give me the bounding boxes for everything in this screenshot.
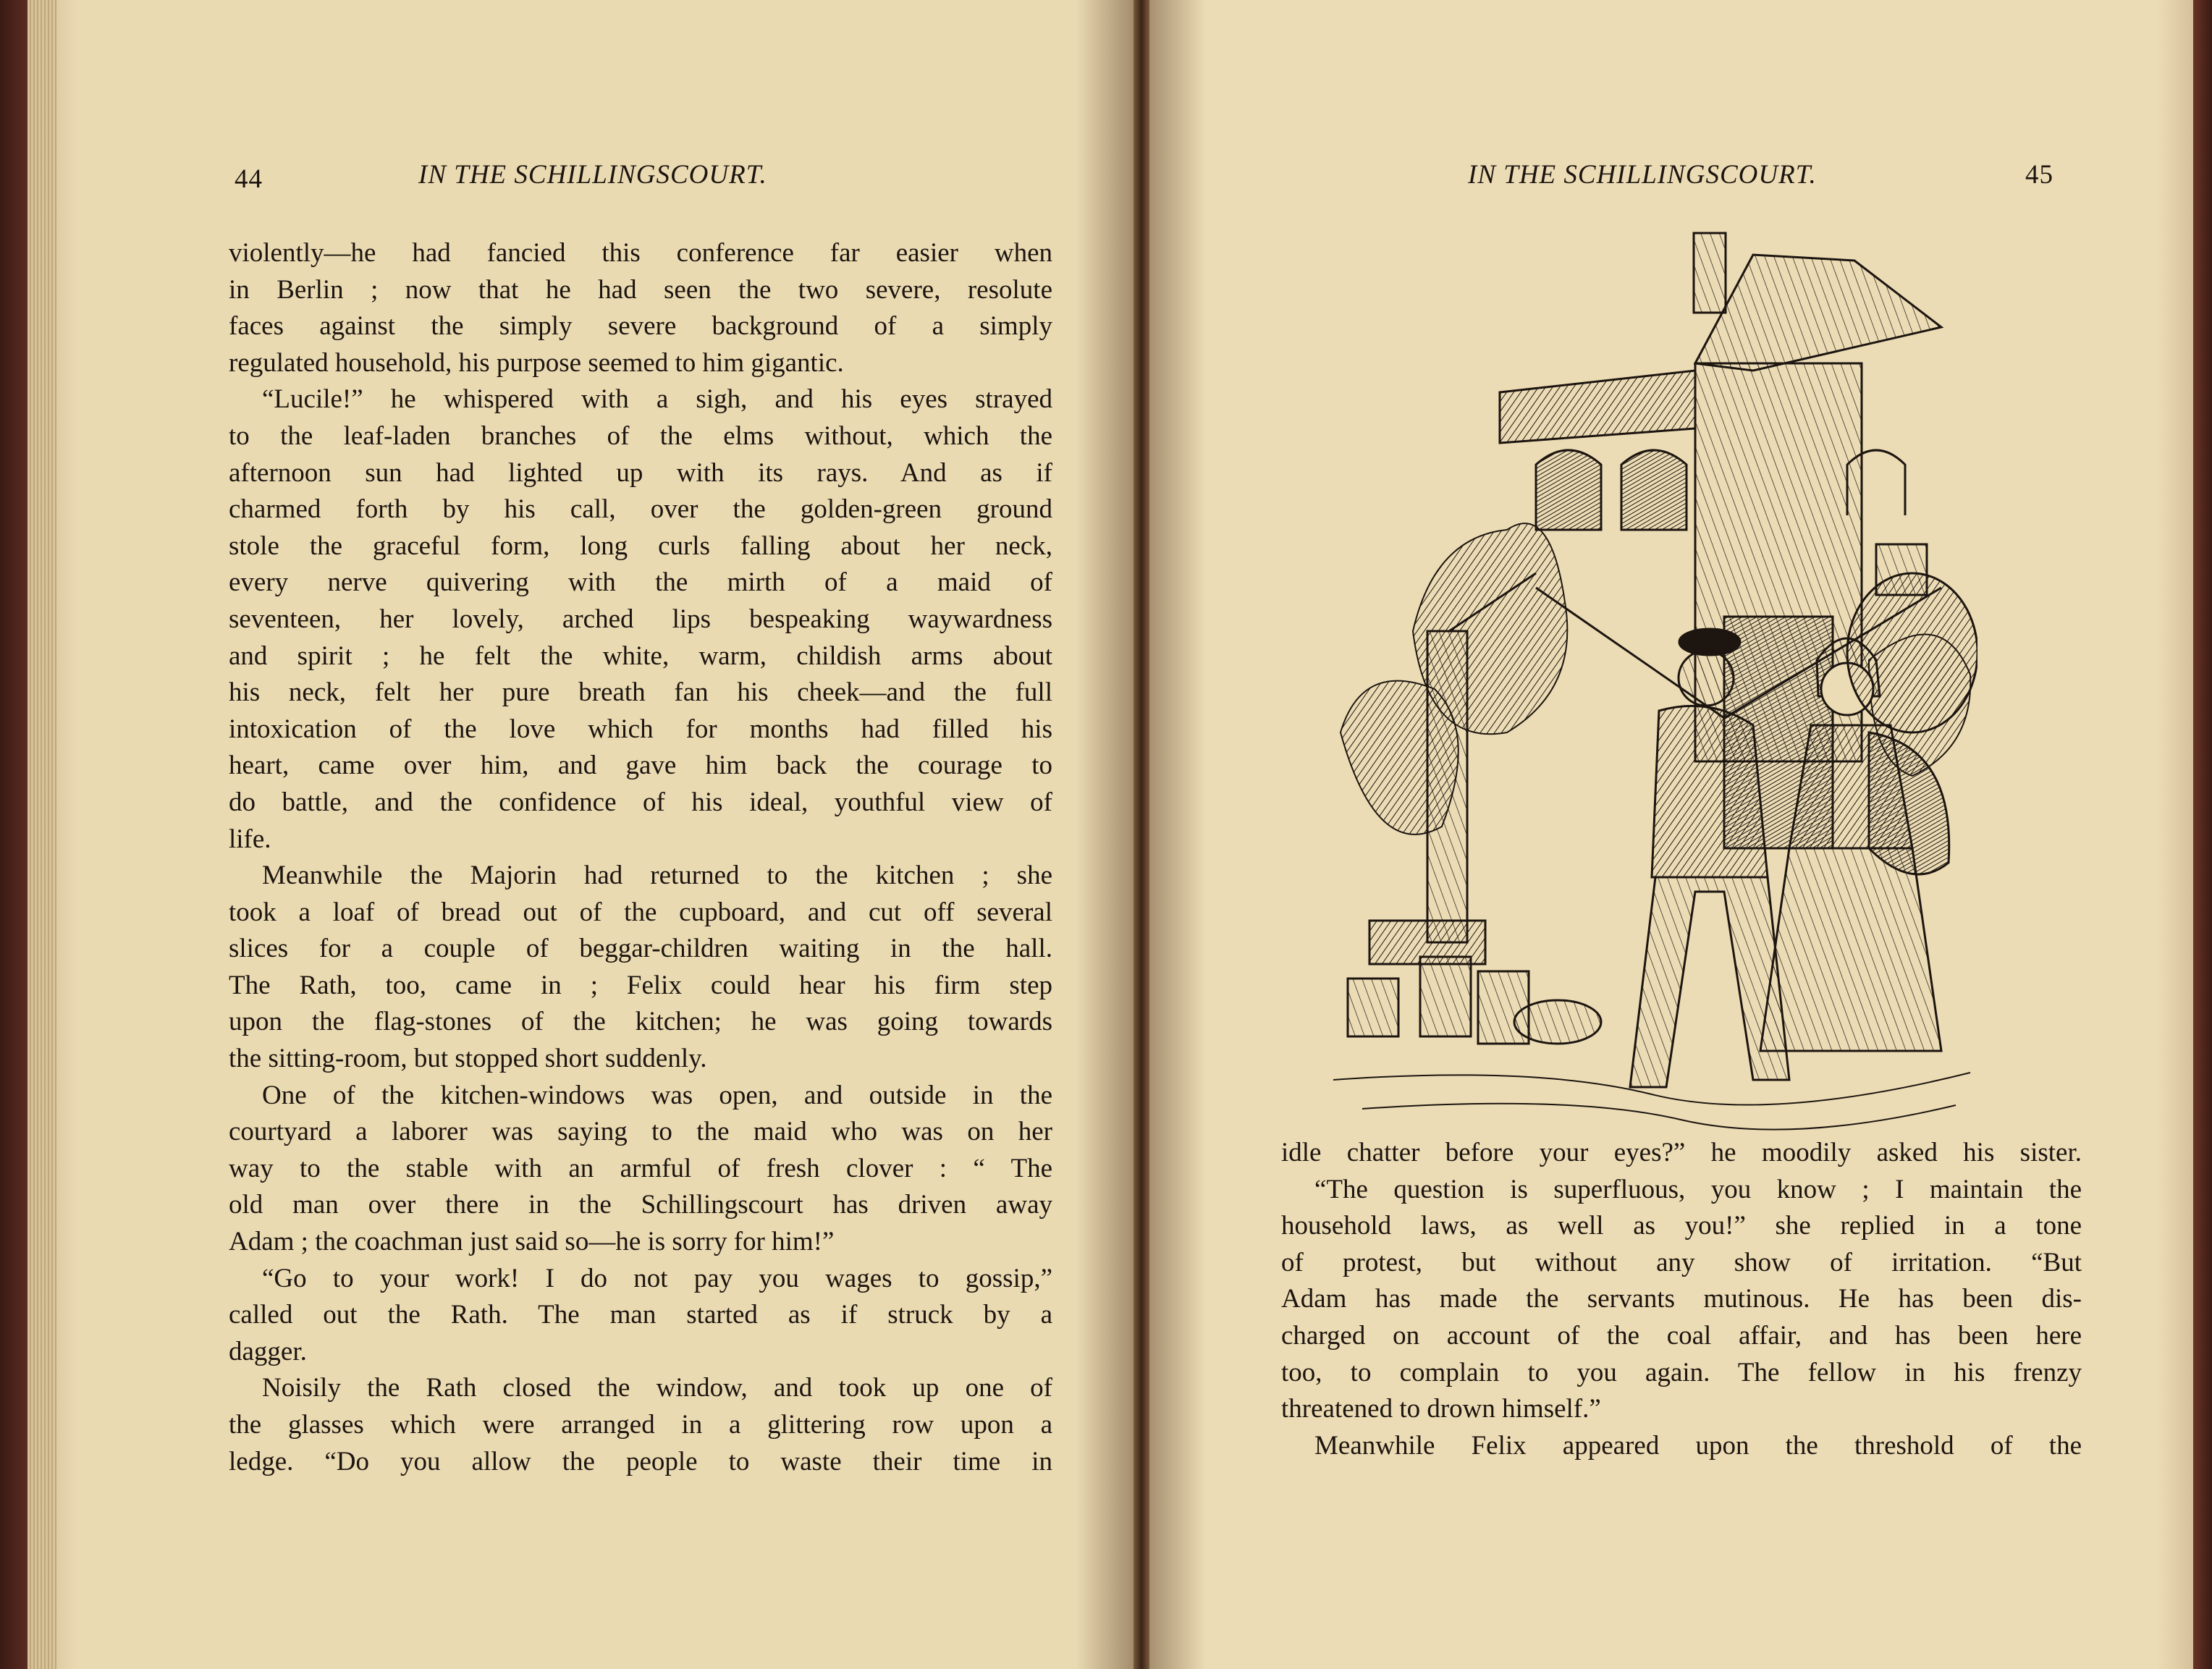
text-line: the sitting-room, but stopped short suddenly. (229, 1044, 707, 1074)
right-page-number: 45 (2025, 160, 2053, 190)
text-line: upon the flag-stones of the kitchen; he was going towards (229, 1007, 1052, 1037)
text-line: of protest, but without any show of irritation. “But (1281, 1247, 2082, 1277)
text-line: threatened to drown himself.” (1281, 1394, 1601, 1424)
text-line: afternoon sun had lighted up with its rays. And as if (229, 457, 1052, 488)
page-stack-edges (28, 0, 56, 1669)
engraving-illustration (1319, 226, 1977, 1145)
text-line: regulated household, his purpose seemed to him gigantic. (229, 347, 844, 378)
text-line: Meanwhile the Majorin had returned to the kitchen ; she (262, 861, 1052, 891)
text-line: his neck, felt her pure breath fan his cheek—and the full (229, 677, 1052, 708)
text-line: ledge. “Do you allow the people to waste their time in (229, 1446, 1052, 1476)
buckets (1348, 957, 1601, 1044)
book-cover-right-edge (2193, 0, 2212, 1669)
text-line: One of the kitchen-windows was open, and outside in the (262, 1080, 1052, 1110)
text-line: Adam has made the servants mutinous. He has been dis- (1281, 1284, 2082, 1314)
text-line: “Go to your work! I do not pay you wages to gossip,” (262, 1263, 1052, 1293)
text-line: seventeen, her lovely, arched lips bespeaking waywardness (229, 604, 1052, 634)
text-line: idle chatter before your eyes?” he moodily asked his sister. (1281, 1138, 2082, 1167)
right-page-body (1281, 1135, 2082, 1464)
text-line: too, to complain to you again. The fellow in his frenzy (1281, 1357, 2082, 1387)
text-line: dagger. (229, 1336, 307, 1366)
text-line: Adam ; the coachman just said so—he is sorry for him!” (229, 1227, 835, 1257)
text-line: Meanwhile Felix appeared upon the threshold of the (1314, 1430, 2082, 1461)
left-page-number: 44 (235, 164, 263, 194)
text-line: way to the stable with an armful of fresh clover : “ The (229, 1153, 1052, 1183)
left-page-body (229, 235, 1052, 1480)
text-line: faces against the simply severe background of a simply (229, 311, 1052, 342)
text-line: old man over there in the Schillingscourt has driven away (229, 1190, 1052, 1220)
text-line: called out the Rath. The man started as if struck by a (229, 1300, 1052, 1330)
text-line: life. (229, 824, 271, 854)
text-line: every nerve quivering with the mirth of a maid of (229, 567, 1052, 598)
text-line: household laws, as well as you!” she replied in a tone (1281, 1211, 2082, 1241)
text-line: charmed forth by his call, over the golden-green ground (229, 494, 1052, 525)
book-gutter (1134, 0, 1149, 1669)
text-line: intoxication of the love which for months had filled his (229, 714, 1052, 744)
text-line: charged on account of the coal affair, and has been here (1281, 1320, 2082, 1351)
text-line: The Rath, too, came in ; Felix could hear his firm step (229, 970, 1052, 1000)
book-cover-left-edge (0, 0, 28, 1669)
text-line: to the leaf-laden branches of the elms without, which the (229, 421, 1052, 451)
text-line: do battle, and the confidence of his ideal, youthful view of (229, 787, 1052, 817)
text-line: in Berlin ; now that he had seen the two severe, resolute (229, 274, 1052, 305)
text-line: “Lucile!” he whispered with a sigh, and his eyes strayed (262, 384, 1052, 415)
text-line: slices for a couple of beggar-children waiting in the hall. (229, 934, 1052, 964)
left-running-head: IN THE SCHILLINGSCOURT. (418, 160, 767, 190)
left-page (28, 0, 1141, 1669)
text-line: violently—he had fancied this conference far easier when (229, 238, 1052, 268)
text-line: “The question is superfluous, you know ; I maintain the (1314, 1174, 2082, 1204)
right-running-head: IN THE SCHILLINGSCOURT. (1468, 160, 1817, 190)
text-line: heart, came over him, and gave him back the courage to (229, 751, 1052, 781)
text-line: Noisily the Rath closed the window, and took up one of (262, 1373, 1052, 1403)
text-line: the glasses which were arranged in a glittering row upon a (229, 1410, 1052, 1440)
text-line: and spirit ; he felt the white, warm, childish arms about (229, 641, 1052, 671)
text-line: took a loaf of bread out of the cupboard, and cut off several (229, 897, 1052, 927)
text-line: stole the graceful form, long curls falling about her neck, (229, 531, 1052, 561)
text-line: courtyard a laborer was saying to the maid who was on her (229, 1117, 1052, 1147)
